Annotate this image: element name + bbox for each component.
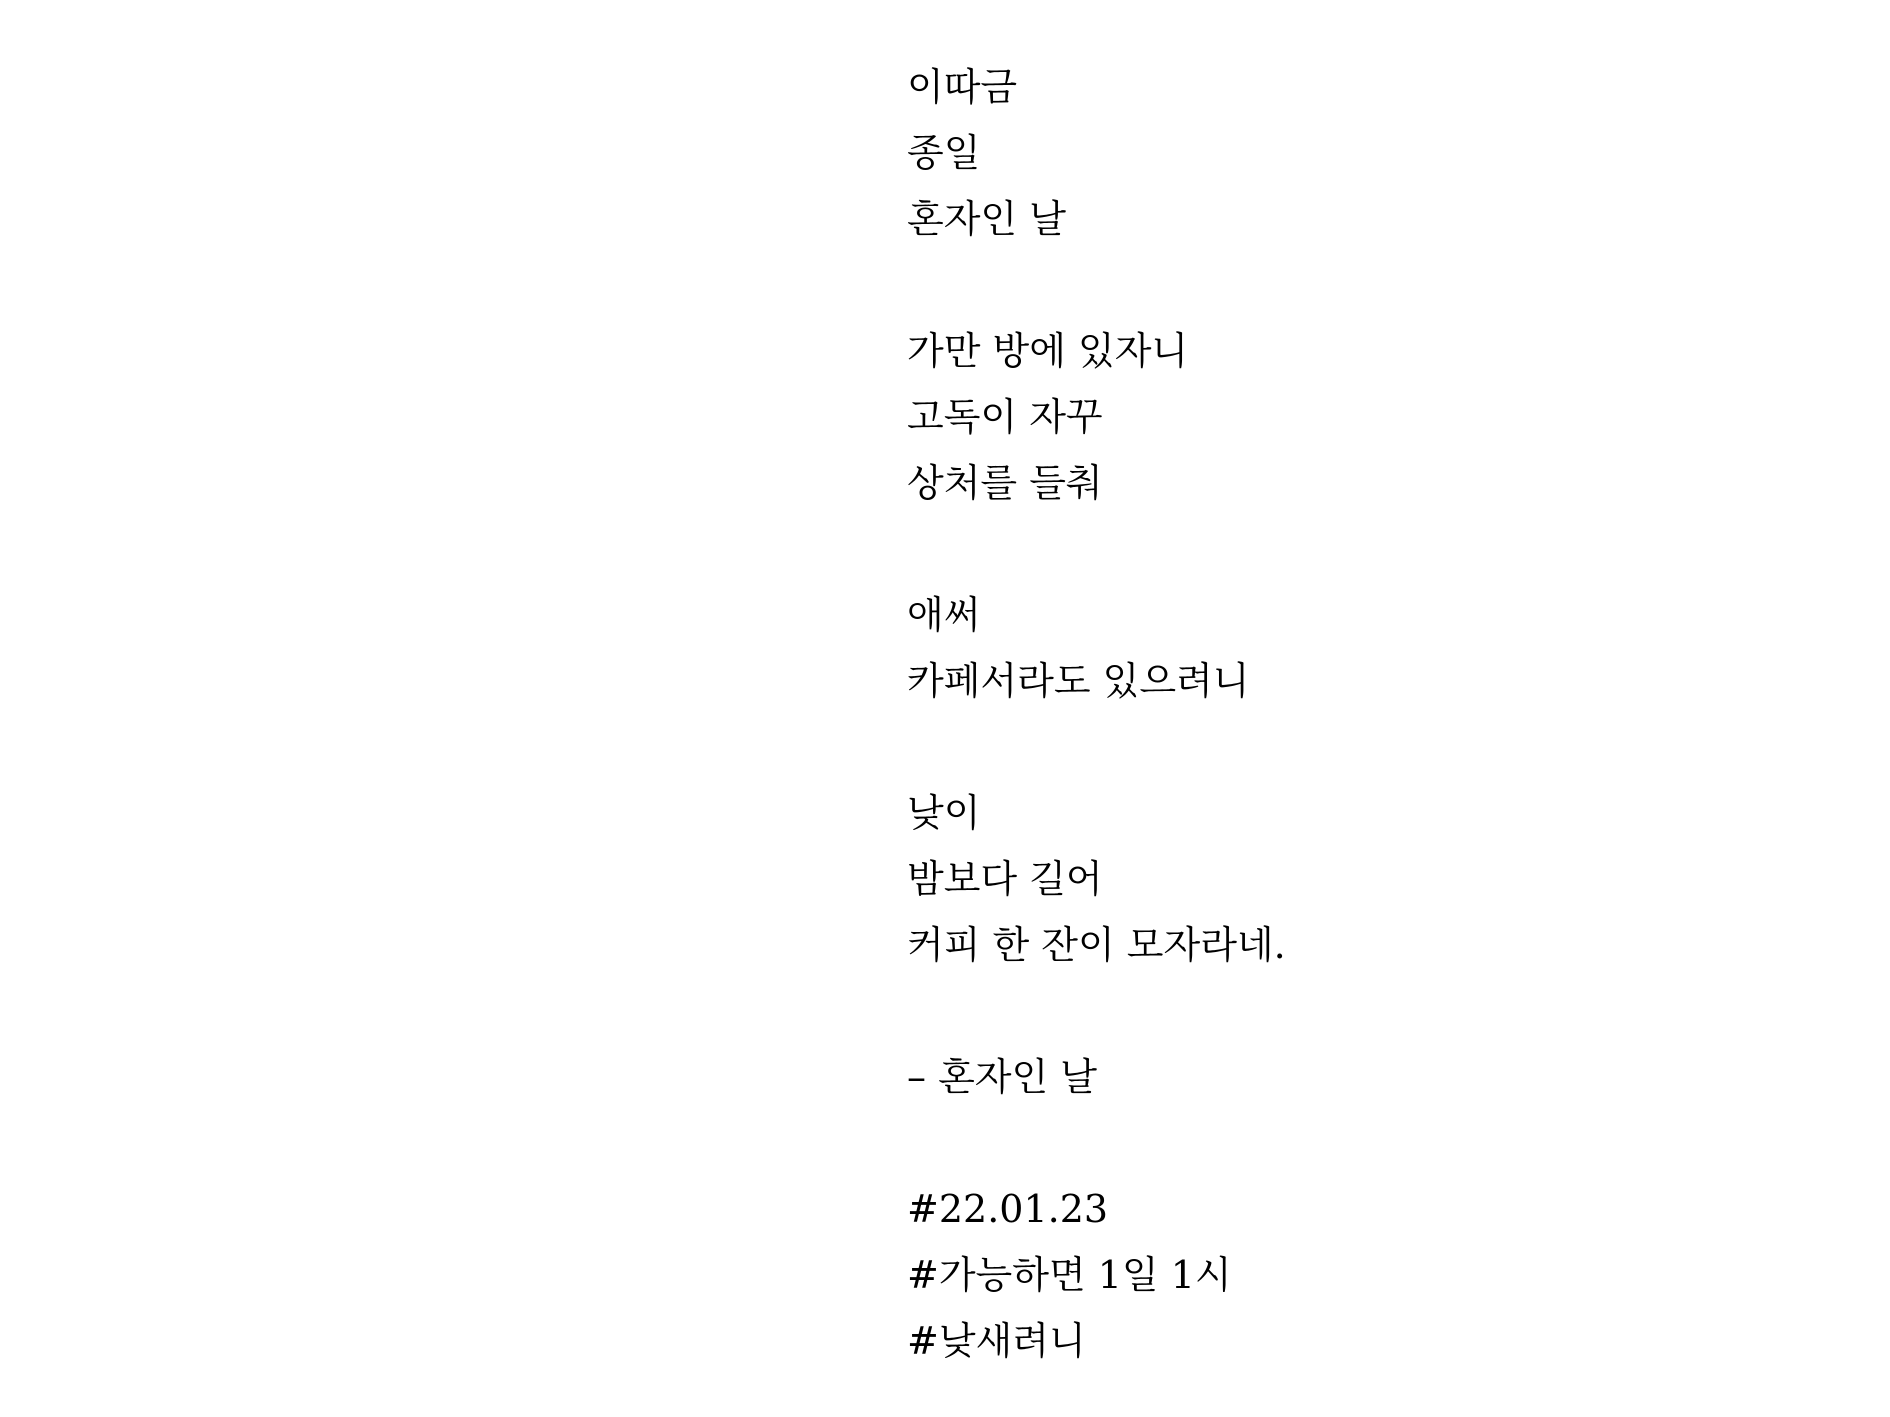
poem-line: 애써 (907, 593, 981, 637)
stanza-3 (907, 582, 1807, 714)
poem-line: 상처를 들춰 (907, 461, 1103, 505)
stanza-1 (907, 54, 1807, 252)
poem-line: 가만 방에 있자니 (907, 329, 1189, 373)
hashtag: #낮새려니 (907, 1319, 1086, 1363)
stanza-gap (907, 1110, 1807, 1176)
stanza-gap (907, 978, 1807, 1044)
stanza-gap (907, 252, 1807, 318)
poem-body (907, 54, 1807, 1374)
poem-line: 카페서라도 있으려니 (907, 659, 1250, 703)
stanza-2 (907, 318, 1807, 516)
poem-signature: – 혼자인 날 (907, 1055, 1097, 1099)
poem-line: 이따금 (907, 65, 1018, 109)
poem-line: 밤보다 길어 (907, 857, 1103, 901)
stanza-gap (907, 516, 1807, 582)
hashtag-list (907, 1176, 1807, 1374)
stanza-4 (907, 780, 1807, 978)
hashtag: #22.01.23 (907, 1187, 1109, 1231)
poem-line: 고독이 자꾸 (907, 395, 1103, 439)
poem-line: 커피 한 잔이 모자라네. (907, 923, 1286, 967)
stanza-gap (907, 714, 1807, 780)
poem-line: 혼자인 날 (907, 197, 1066, 241)
poem-line: 종일 (907, 131, 981, 175)
poem-line: 낮이 (907, 791, 981, 835)
hashtag: #가능하면 1일 1시 (907, 1253, 1232, 1297)
